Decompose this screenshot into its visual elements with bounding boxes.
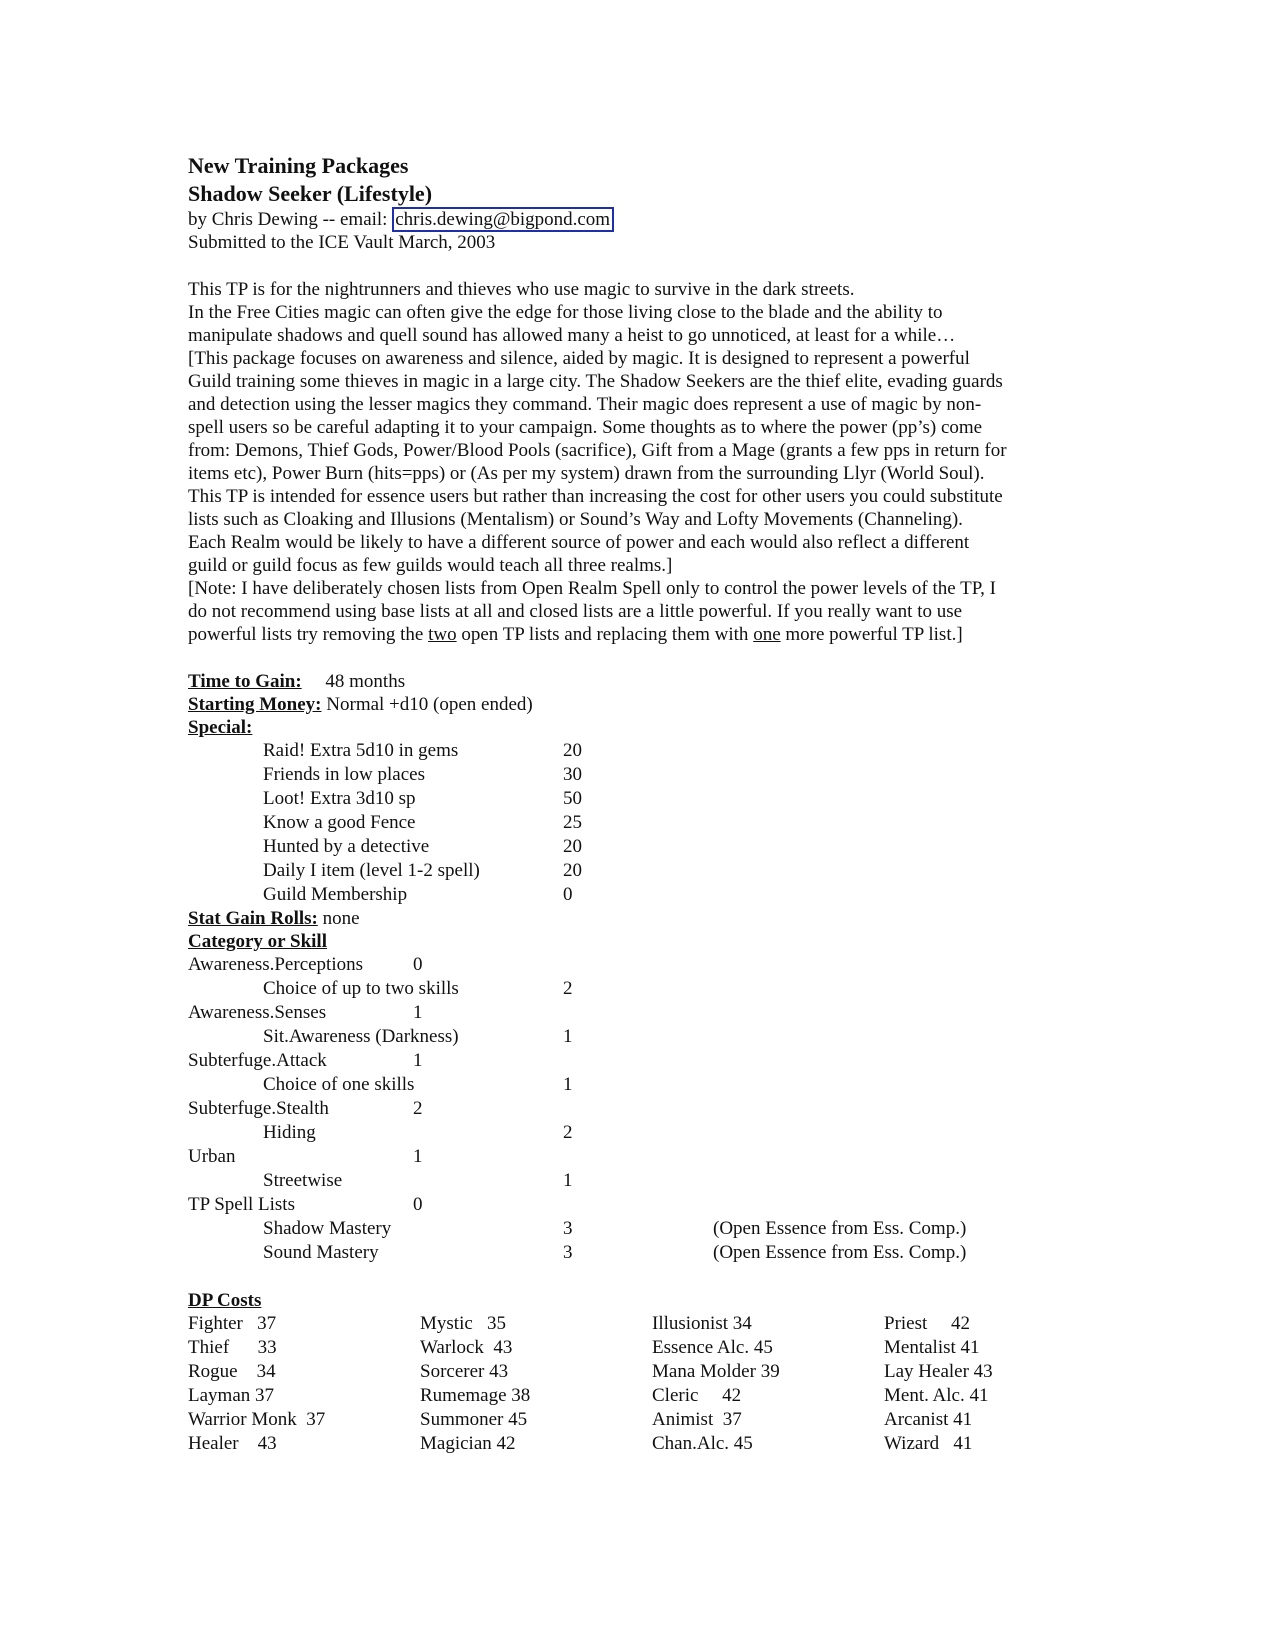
intro-line: Guild training some thieves in magic in a large city. The Shadow Seekers are the thief elite, evading guards [188,371,1003,392]
dp-cost-entry: Illusionist 34 [652,1313,752,1334]
skill-name: Sound Mastery [263,1242,379,1263]
special-item-value: 50 [563,788,582,809]
category-value: 1 [413,1146,423,1167]
time-to-gain-value: 48 months [325,671,406,692]
intro-text: open TP lists and replacing them with [456,624,754,645]
category-value: 1 [413,1002,423,1023]
dp-costs-column [652,1312,892,1456]
category-value: 0 [413,954,423,975]
stat-gain-label: Stat Gain Rolls: [188,908,318,929]
dp-cost-entry: Layman 37 [188,1385,275,1406]
category-value: 2 [413,1098,423,1119]
dp-cost-entry: Warrior Monk 37 [188,1409,326,1430]
category-name: TP Spell Lists [188,1194,295,1215]
special-item-name: Daily I item (level 1-2 spell) [263,860,480,881]
category-name: Awareness.Senses [188,1002,327,1023]
intro-paragraph [188,278,1088,646]
special-item-name: Friends in low places [263,764,426,785]
dp-cost-entry: Mana Molder 39 [652,1361,780,1382]
special-item-value: 20 [563,836,582,857]
dp-costs-label: DP Costs [188,1290,262,1311]
skill-row [188,1241,1088,1265]
skill-name: Streetwise [263,1170,343,1191]
time-to-gain [188,670,1088,693]
starting-money [188,693,1088,716]
dp-costs-column [884,1312,1124,1456]
dp-cost-entry: Wizard 41 [884,1433,973,1454]
intro-line: Each Realm would be likely to have a different source of power and each would also reflect a different [188,532,970,553]
byline-text: by Chris Dewing -- email: [188,209,393,230]
category-value: 1 [413,1050,423,1071]
intro-text: more powerful TP list.] [780,624,963,645]
dp-cost-entry: Healer 43 [188,1433,277,1454]
skill-value: 3 [563,1218,573,1239]
dp-cost-entry: Mentalist 41 [884,1337,980,1358]
category-row [188,1145,1088,1169]
special-item [188,811,1088,835]
special-item-value: 25 [563,812,582,833]
skill-value: 1 [563,1026,573,1047]
time-to-gain-label: Time to Gain: [188,671,302,692]
skill-name: Choice of one skills [263,1074,415,1095]
dp-cost-entry: Rumemage 38 [420,1385,531,1406]
special-label: Special: [188,717,253,738]
intro-line: items etc), Power Burn (hits=pps) or (As per my system) drawn from the surrounding Llyr (World Soul). [188,463,985,484]
dp-cost-entry: Essence Alc. 45 [652,1337,773,1358]
dp-costs-column [420,1312,660,1456]
special-item-name: Know a good Fence [263,812,416,833]
skill-value: 1 [563,1074,573,1095]
category-row [188,1097,1088,1121]
dp-cost-entry: Arcanist 41 [884,1409,973,1430]
intro-line: manipulate shadows and quell sound has allowed many a heist to go unnoticed, at least for a while… [188,325,956,346]
intro-line: [Note: I have deliberately chosen lists from Open Realm Spell only to control the power levels of the TP, I [188,578,997,599]
dp-cost-entry: Sorcerer 43 [420,1361,509,1382]
special-item-value: 30 [563,764,582,785]
special-item-value: 0 [563,884,573,905]
dp-cost-entry: Summoner 45 [420,1409,528,1430]
special-item-name: Guild Membership [263,884,408,905]
intro-line: lists such as Cloaking and Illusions (Mentalism) or Sound’s Way and Lofty Movements (Channeling). [188,509,963,530]
intro-line: and detection using the lesser magics they command. Their magic does represent a use of magic by non- [188,394,982,415]
intro-text: powerful lists try removing the [188,624,429,645]
special-item-name: Loot! Extra 3d10 sp [263,788,416,809]
email-link[interactable]: chris.dewing@bigpond.com [392,207,614,232]
skill-name: Shadow Mastery [263,1218,392,1239]
skill-value: 2 [563,978,573,999]
intro-underlined-word: one [753,624,781,645]
intro-line: This TP is for the nightrunners and thieves who use magic to survive in the dark streets. [188,279,855,300]
document-page [188,152,1088,1456]
category-list [188,953,1088,1265]
skill-row [188,1073,1088,1097]
submitted-line: Submitted to the ICE Vault March, 2003 [188,232,496,253]
special-item [188,859,1088,883]
intro-line: guild or guild focus as few guilds would teach all three realms.] [188,555,673,576]
starting-money-label: Starting Money: [188,694,322,715]
dp-cost-entry: Cleric 42 [652,1385,742,1406]
starting-money-value: Normal +d10 (open ended) [326,694,533,715]
dp-cost-entry: Fighter 37 [188,1313,277,1334]
category-heading [188,930,1088,953]
skill-row [188,1217,1088,1241]
dp-cost-entry: Priest 42 [884,1313,971,1334]
category-name: Urban [188,1146,236,1167]
category-name: Awareness.Perceptions [188,954,364,975]
special-item [188,883,1088,907]
skill-row [188,1121,1088,1145]
dp-cost-entry: Magician 42 [420,1433,516,1454]
intro-line: [This package focuses on awareness and silence, aided by magic. It is designed to represent a powerful [188,348,970,369]
category-row [188,1001,1088,1025]
special-item-value: 20 [563,860,582,881]
skill-row [188,1169,1088,1193]
stat-gain-rolls [188,907,1088,930]
special-item [188,763,1088,787]
special-item-name: Hunted by a detective [263,836,430,857]
byline [188,208,1088,231]
category-row [188,953,1088,977]
category-label: Category or Skill [188,931,327,952]
category-value: 0 [413,1194,423,1215]
skill-value: 1 [563,1170,573,1191]
document-title: New Training Packages [188,153,409,178]
intro-line: In the Free Cities magic can often give the edge for those living close to the blade and the ability to [188,302,943,323]
category-row [188,1049,1088,1073]
special-item-name: Raid! Extra 5d10 in gems [263,740,459,761]
package-title: Shadow Seeker (Lifestyle) [188,181,433,206]
skill-row [188,977,1088,1001]
dp-cost-entry: Thief 33 [188,1337,277,1358]
skill-name: Hiding [263,1122,316,1143]
dp-cost-entry: Chan.Alc. 45 [652,1433,753,1454]
intro-line: from: Demons, Thief Gods, Power/Blood Pools (sacrifice), Gift from a Mage (grants a few pps in return for [188,440,1007,461]
special-item-value: 20 [563,740,582,761]
skill-value: 2 [563,1122,573,1143]
stat-gain-value: none [322,908,360,929]
dp-cost-entry: Warlock 43 [420,1337,513,1358]
intro-underlined-word: two [428,624,457,645]
special-item [188,835,1088,859]
intro-line: spell users so be careful adapting it to your campaign. Some thoughts as to where the power (pp’s) come [188,417,983,438]
special-list [188,739,1088,907]
skill-note: (Open Essence from Ess. Comp.) [713,1218,967,1239]
dp-costs-column [188,1312,428,1456]
skill-name: Choice of up to two skills [263,978,459,999]
skill-value: 3 [563,1242,573,1263]
intro-line [188,623,1088,646]
dp-cost-entry: Rogue 34 [188,1361,276,1382]
special-heading [188,716,1088,739]
intro-line: do not recommend using base lists at all and closed lists are a little powerful. If you really want to use [188,601,963,622]
skill-row [188,1025,1088,1049]
special-item [188,739,1088,763]
category-name: Subterfuge.Attack [188,1050,327,1071]
dp-costs-heading [188,1289,1088,1312]
category-row [188,1193,1088,1217]
dp-costs-grid [188,1312,1088,1456]
skill-name: Sit.Awareness (Darkness) [263,1026,459,1047]
dp-cost-entry: Ment. Alc. 41 [884,1385,989,1406]
category-name: Subterfuge.Stealth [188,1098,329,1119]
dp-cost-entry: Lay Healer 43 [884,1361,993,1382]
special-item [188,787,1088,811]
dp-cost-entry: Animist 37 [652,1409,742,1430]
dp-cost-entry: Mystic 35 [420,1313,507,1334]
skill-note: (Open Essence from Ess. Comp.) [713,1242,967,1263]
intro-line: This TP is intended for essence users but rather than increasing the cost for other users you could substitute [188,486,1003,507]
